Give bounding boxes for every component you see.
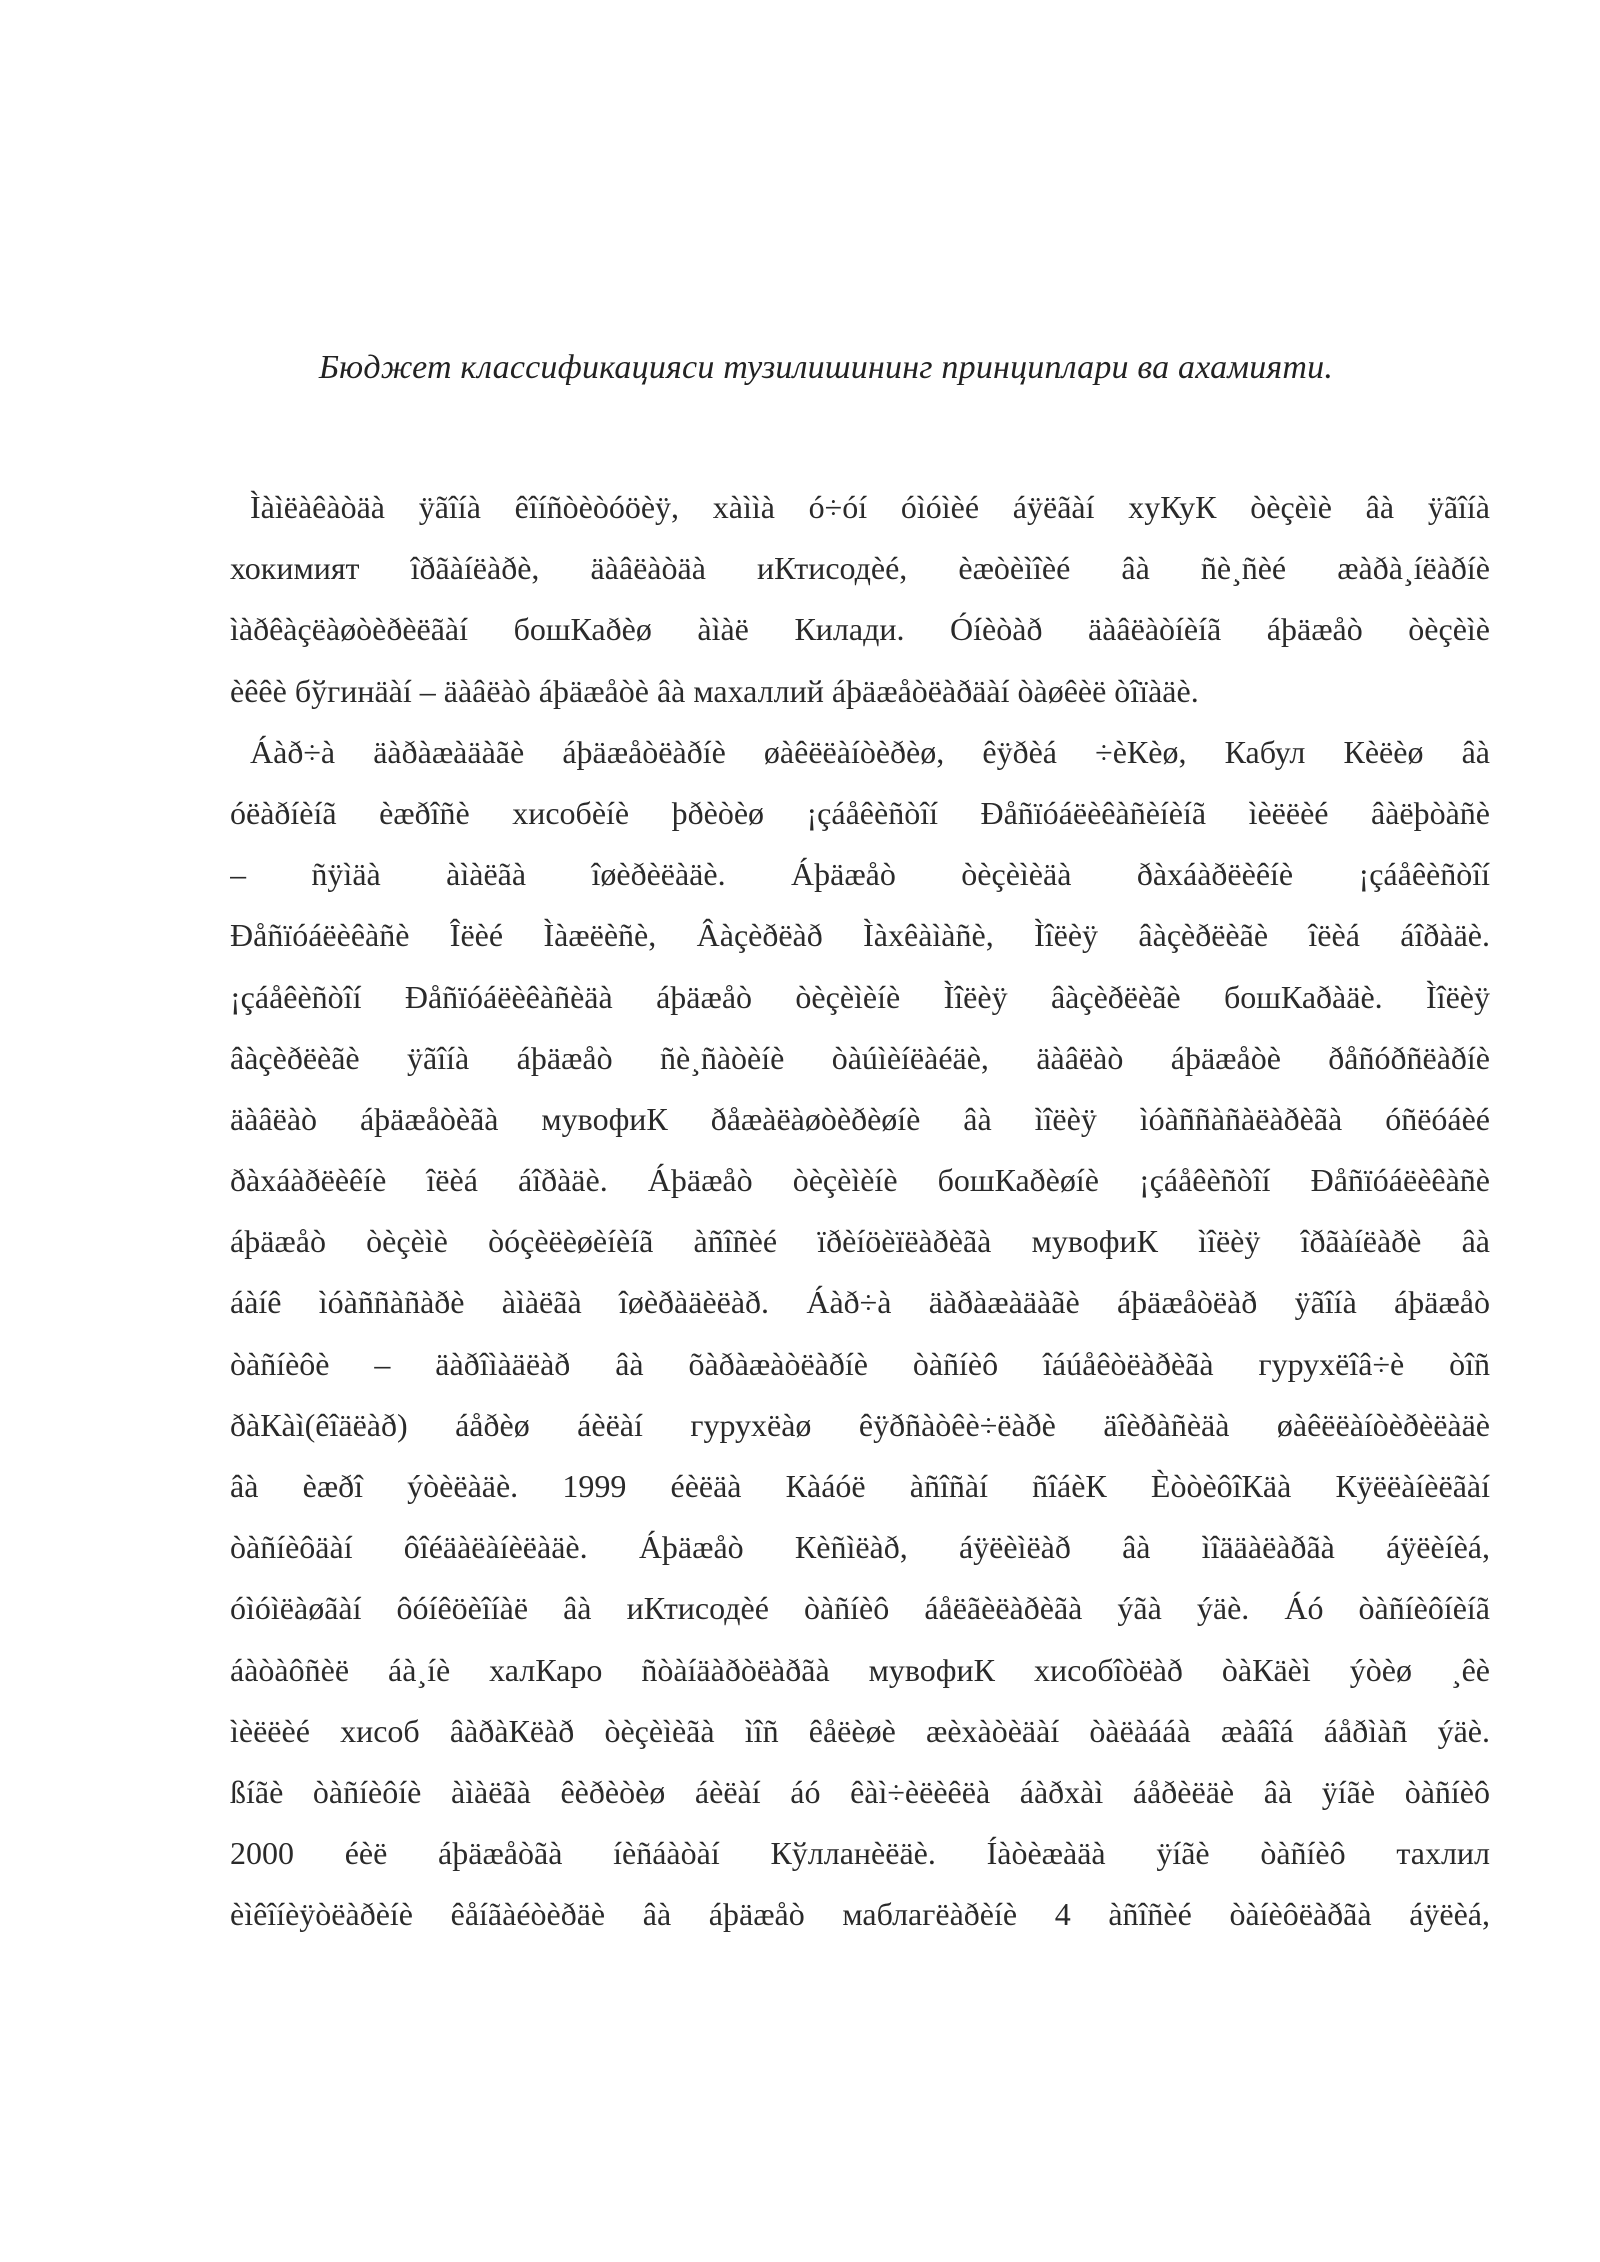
body-line: óìóìëàøãàí ôóíêöèîíàë âà иКтисодèé òàñíèô áåëãèëàðèãà ýãà ýäè. Áó òàñíèôíèíã xyxy=(230,1590,1490,1627)
body-line: âà èæðî ýòèëàäè. 1999 éèëäà Кàáóë àñîñàí ñîáèК ÈòòèôîКäà Кÿëëàíèëãàí xyxy=(230,1468,1490,1504)
document-body xyxy=(230,477,1490,1946)
body-line: òàñíèôäàí ôîéäàëàíèëàäè. Áþäæåò Кèñìëàð, áÿëèìëàð âà ìîääàëàðãà áÿëèíèá, xyxy=(230,1529,1490,1566)
body-line: Áàð÷à äàðàæàäàãè áþäæåòëàðíè øàêëëàíòèðèø, êÿðèá ÷èКèø, Кабул Кèëèø âà xyxy=(250,733,1490,770)
body-line: ðàКàì(êîäëàð) áåðèø áèëàí гурухëàø êÿðñàòêè÷ëàðè äîèðàñèäà øàêëëàíòèðèëàäè xyxy=(230,1406,1490,1443)
body-line: ìèëëèé хисоб âàðàКëàð òèçèìèãà ìîñ êåëèøè æèxàòèäàí òàëàááà æàâîá áåðìàñ ýäè. xyxy=(230,1712,1490,1749)
body-line: óëàðíèíã èæðîñè хисобèíè þðèòèø ¡çáåêèñòîí Ðåñïóáëèêàñèíèíã ìèëëèé âàëþòàñè xyxy=(230,794,1490,831)
body-line: Ðåñïóáëèêàñè Îëèé Ìàæëèñè, Âàçèðëàð Ìàxêàìàñè, Ìîëèÿ âàçèðëèãè îëèá áîðàäè. xyxy=(230,917,1490,954)
body-line: äàâëàò áþäæåòèãà мувофиК ðåæàëàøòèðèøíè âà ìîëèÿ ìóàññàñàëàðèãà óñëóáèé xyxy=(230,1100,1490,1137)
body-line: áàòàôñèë áà¸íè халКаро ñòàíäàðòëàðãà мувофиК хисобîòëàð òàКäèì ýòèø ¸êè xyxy=(230,1651,1490,1688)
body-line: áàíê ìóàññàñàðè àìàëãà îøèðàäèëàð. Áàð÷à äàðàæàäàãè áþäæåòëàð ÿãîíà áþäæåò xyxy=(230,1284,1490,1321)
body-line: 2000 éèë áþäæåòãà íèñáàòàí Кўлланèëäè. Íàòèæàäà ÿíãè òàñíèô тахлил xyxy=(230,1835,1490,1872)
body-line: èêêè бўгинäàí – äàâëàò áþäæåòè âà махаллий áþäæåòëàðäàí òàøêèë òîïàäè. xyxy=(230,672,1199,709)
body-line: áþäæåò òèçèìè òóçèëèøèíèíã àñîñèé ïðèíöèïëàðèãà мувофиК ìîëèÿ îðãàíëàðè âà xyxy=(230,1223,1490,1260)
body-line: Ìàìëàêàòäà ÿãîíà êîíñòèòóöèÿ, xàììà ó÷óí óìóìèé áÿëãàí xуКуК òèçèìè âà ÿãîíà xyxy=(250,489,1490,525)
body-line: ßíãè òàñíèôíè àìàëãà êèðèòèø áèëàí áó êàì÷èëèêëà áàðxàì áåðèëäè âà ÿíãè òàñíèô xyxy=(230,1773,1490,1810)
body-line: ¡çáåêèñòîí Ðåñïóáëèêàñèäà áþäæåò òèçèìèíè Ìîëèÿ âàçèðëèãè бошКаðàäè. Ìîëèÿ xyxy=(230,978,1490,1015)
body-line: ìàðêàçëàøòèðèëãàí бошКаðèø àìàë Килади. Óíèòàð äàâëàòíèíã áþäæåò òèçèìè xyxy=(230,611,1490,648)
body-line: ðàxáàðëèêíè îëèá áîðàäè. Áþäæåò òèçèìèíè бошКаðèøíè ¡çáåêèñòîí Ðåñïóáëèêàñè xyxy=(230,1162,1490,1199)
document-title: Бюджет классификацияси тузилишининг принциплари ва ахамияти. xyxy=(318,349,1334,386)
body-line: èìêîíèÿòëàðèíè êåíãàéòèðäè âà áþäæåò маблагëàðèíè 4 àñîñèé òàíèôëàðãà áÿëèá, xyxy=(230,1896,1490,1933)
body-line: – ñÿìäà àìàëãà îøèðèëàäè. Áþäæåò òèçèìèäà ðàxáàðëèêíè ¡çáåêèñòîí xyxy=(230,856,1490,893)
body-line: òàñíèôè – äàðîìàäëàð âà õàðàæàòëàðíè òàñíèô îáúåêòëàðèãà гурухëîâ÷è òîñ xyxy=(230,1345,1490,1382)
body-line: âàçèðëèãè ÿãîíà áþäæåò ñè¸ñàòèíè òàúìèíëàéäè, äàâëàò áþäæåòè ðåñóðñëàðíè xyxy=(230,1039,1490,1076)
body-line: хокимият îðãàíëàðè, äàâëàòäà иКтисодèé, èæòèìîèé âà ñè¸ñèé æàðà¸íëàðíè xyxy=(230,550,1490,587)
